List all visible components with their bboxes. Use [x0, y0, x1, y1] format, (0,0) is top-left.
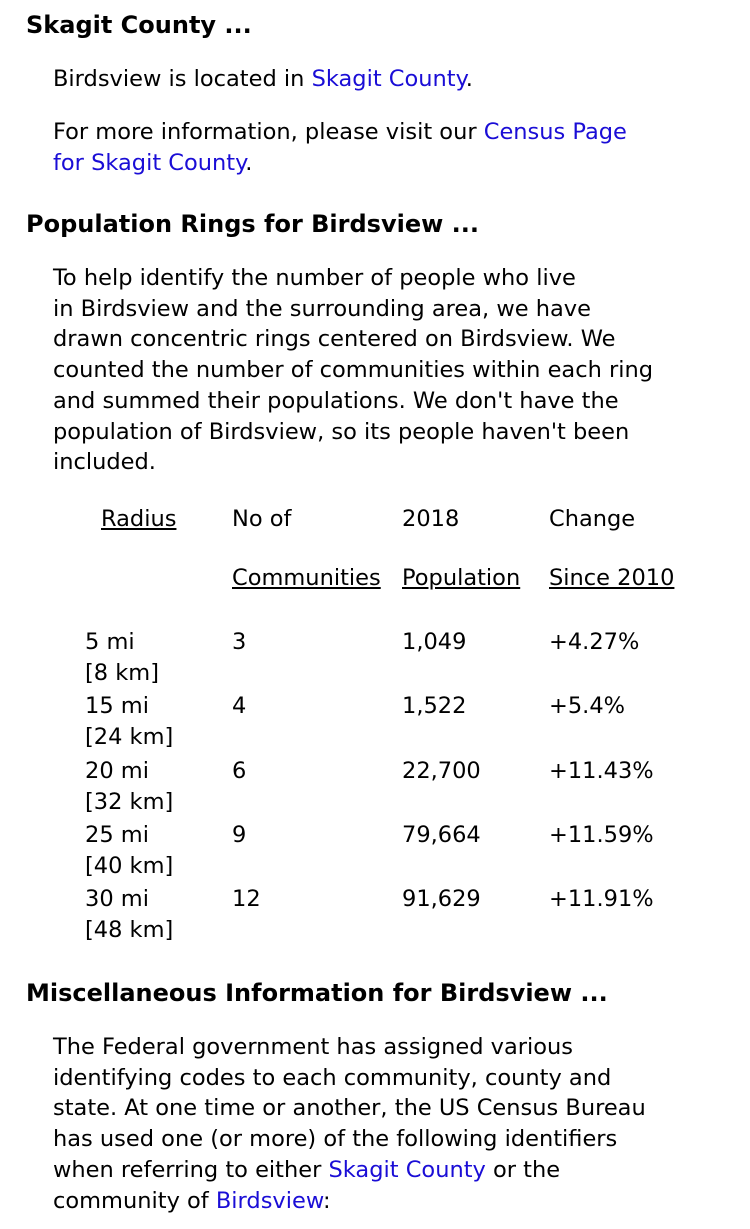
rings-heading: Population Rings for Birdsview ... [26, 210, 479, 238]
census-link-line2: for Skagit County [53, 149, 246, 176]
cell-communities: 4 [232, 693, 247, 719]
cell-communities: 9 [232, 822, 247, 848]
cell-population: 1,522 [402, 693, 467, 719]
cell-change: +11.91% [549, 886, 654, 912]
cell-population: 1,049 [402, 629, 467, 655]
cell-population: 79,664 [402, 822, 481, 848]
info-prefix: For more information, please visit our [53, 119, 484, 145]
cell-population: 22,700 [402, 758, 481, 784]
skagit-county-link[interactable]: Skagit County [311, 66, 466, 92]
cell-change: +11.43% [549, 758, 654, 784]
cell-radius [85, 820, 173, 881]
cell-radius [85, 756, 173, 817]
header-change-top: Change [549, 506, 636, 532]
radius-mi: 15 mi [85, 693, 149, 719]
intro-line: counted the number of communities within each ring [53, 357, 654, 384]
misc-line-suffix: or the [485, 1156, 561, 1183]
rings-intro-paragraph [53, 263, 733, 478]
misc-line-prefix: community of [53, 1187, 216, 1214]
cell-radius [85, 691, 173, 752]
misc-line-suffix: : [323, 1187, 331, 1214]
table-row [85, 627, 725, 691]
skagit-county-link-2[interactable]: Skagit County [328, 1156, 486, 1183]
radius-mi: 5 mi [85, 629, 135, 655]
radius-km: [8 km] [85, 659, 159, 686]
cell-change: +5.4% [549, 693, 626, 719]
header-population-top: 2018 [402, 506, 460, 532]
header-communities-top: No of [232, 506, 292, 532]
cell-change: +4.27% [549, 629, 640, 655]
radius-mi: 30 mi [85, 886, 149, 912]
intro-line: included. [53, 449, 156, 476]
county-heading: Skagit County ... [26, 11, 252, 39]
radius-km: [24 km] [85, 723, 174, 750]
located-paragraph [53, 64, 733, 95]
census-link-line1: Census Page [483, 119, 627, 145]
radius-mi: 25 mi [85, 822, 149, 848]
info-suffix: . [245, 149, 253, 176]
located-prefix: Birdsview is located in [53, 66, 312, 92]
intro-line: population of Birdsview, so its people haven't been [53, 418, 630, 445]
table-row [85, 691, 725, 755]
misc-heading: Miscellaneous Information for Birdsview ... [26, 979, 608, 1007]
misc-line: state. At one time or another, the US Census Bureau [53, 1095, 646, 1122]
cell-radius [85, 627, 159, 688]
table-row [85, 884, 725, 948]
header-communities-bottom: Communities [232, 565, 381, 591]
cell-population: 91,629 [402, 886, 481, 912]
table-row [85, 756, 725, 820]
info-paragraph [53, 117, 733, 178]
radius-km: [48 km] [85, 916, 174, 943]
misc-paragraph [53, 1032, 733, 1216]
misc-line: has used one (or more) of the following identifiers [53, 1126, 618, 1153]
radius-km: [32 km] [85, 788, 174, 815]
radius-km: [40 km] [85, 852, 174, 879]
radius-mi: 20 mi [85, 758, 149, 784]
intro-line: in Birdsview and the surrounding area, we have [53, 295, 591, 322]
birdsview-link[interactable]: Birdsview [215, 1187, 324, 1214]
intro-line: To help identify the number of people who live [53, 265, 576, 291]
intro-line: and summed their populations. We don't have the [53, 387, 619, 414]
header-population-bottom: Population [402, 565, 521, 591]
cell-change: +11.59% [549, 822, 654, 848]
cell-radius [85, 884, 173, 945]
header-radius: Radius [101, 506, 177, 532]
misc-line: identifying codes to each community, county and [53, 1064, 612, 1091]
table-row [85, 820, 725, 884]
header-change-bottom: Since 2010 [549, 565, 675, 591]
cell-communities: 6 [232, 758, 247, 784]
misc-line-prefix: when referring to either [53, 1156, 329, 1183]
cell-communities: 12 [232, 886, 261, 912]
intro-line: drawn concentric rings centered on Birdsview. We [53, 326, 616, 353]
located-suffix: . [465, 66, 473, 92]
misc-line: The Federal government has assigned various [53, 1034, 574, 1060]
cell-communities: 3 [232, 629, 247, 655]
